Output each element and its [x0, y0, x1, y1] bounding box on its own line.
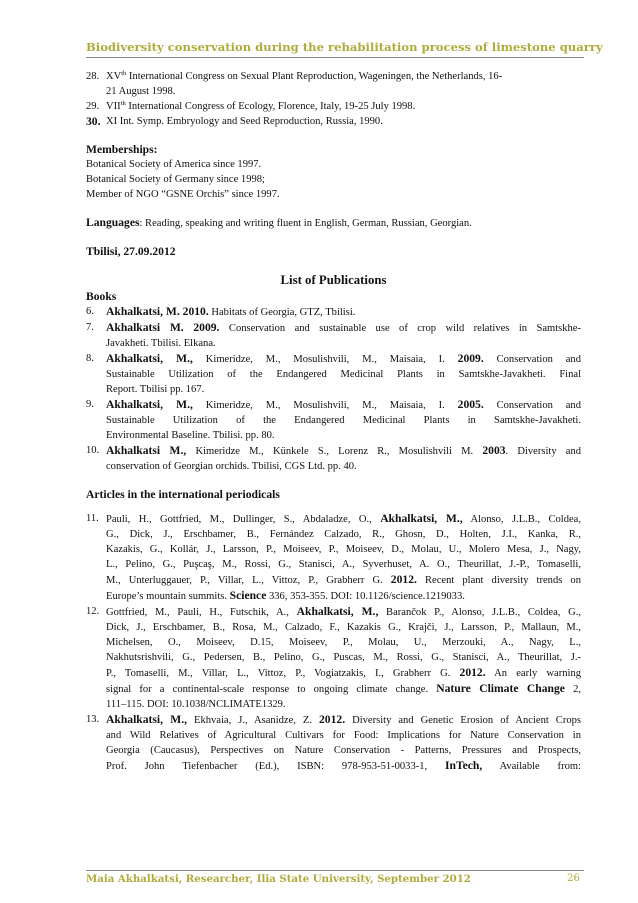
membership-line: Botanical Society of Germany since 1998;	[86, 174, 265, 185]
article-item: 11. Pauli, H., Gottfried, M., Dullinger, S., Abdaladze, O., Akhalkatsi, M., Alonso, J.L.B., Coldea, G., Dick, J., Erschbamer, B., Fernández Calzado, R., Ghosn, D., Holten, J.I., Kanka, R., Kazakis, G., Kollár, J., Larsson, P., Moiseev, P., Moiseev, D., Molau, U., Molero Mesa, J., Nagy, L., Pelino, G., Puşcaş, M., Rossi, G., Stanisci, A., Syverhuset, A. O., Theurillat, J.-P., Tomaselli, M., Unterluggauer, P., Villar, L., Vittoz, P., Grabherr G. 2012. Recent plant diversity trends on Europe’s mountain summits. Science 336, 353-355. DOI: 10.1126/science.1219033.	[86, 512, 581, 602]
page-number: 26	[567, 873, 580, 884]
footer-text: Maia Akhalkatsi, Researcher, Ilia State University, September 2012	[86, 873, 471, 885]
membership-line: Member of NGO “GSNE Orchis” since 1997.	[86, 189, 280, 200]
book-item: 9. Akhalkatsi, M., Kimeridze, M., Mosulishvili, M., Maisaia, I. 2005. Conservation and Sustainable Utilization of the Endangered Medicinal Plants in Samtskhe-Javakheti. Environmental Baseline. Tbilisi. pp. 80.	[86, 398, 581, 441]
conference-item: 30. XI Int. Symp. Embryology and Seed Reproduction, Russia, 1990.	[86, 115, 383, 128]
book-item: 10. Akhalkatsi M., Kimeridze M., Künkele S., Lorenz R., Mosulishvili M. 2003. Diversity and conservation of Georgian orchids. Tbilisi, CGS Ltd. pp. 40.	[86, 444, 581, 472]
articles-heading: Articles in the international periodicals	[86, 488, 280, 501]
book-item: 7. Akhalkatsi M. 2009. Conservation and sustainable use of crop wild relatives in Samtskhe- Javakheti. Tbilisi. Elkana.	[86, 321, 581, 349]
conference-item: 29. VIIth International Congress of Ecology, Florence, Italy, 19-25 July 1998.	[86, 100, 416, 112]
membership-line: Botanical Society of America since 1997.	[86, 159, 262, 170]
running-header: Biodiversity conservation during the rehabilitation process of limestone quarry	[86, 40, 603, 54]
book-item: 8. Akhalkatsi, M., Kimeridze, M., Mosulishvili, M., Maisaia, I. 2009. Conservation and Sustainable Utilization of the Endangered Medicinal Plants in Samtskhe-Javakheti. Final Report. Tbilisi pp. 167.	[86, 352, 581, 395]
article-item: 12. Gottfried, M., Pauli, H., Futschik, A., Akhalkatsi, M., Barančok P., Alonso, J.L.B., Coldea, G., Dick, J., Erschbamer, B., Rosa, M., Calzado, F., Kazakis G., Krajči, J., Larsson, P., Mallaun, M., Michelsen, O., Moiseev, D.15, Moiseev, P., Molau, U., Merzouki, A., Nagy, L., Nakhutsrishvili, G., Pedersen, B., Pelino, G., Puscas, M., Rossi, G., Stanisci, A., Theurillat, J.- P., Tomaselli, M., Villar, L., Vittoz, P., Vogiatzakis, I., Grabherr G. 2012. An early warning signal for a continental-scale response to ongoing climate change. Nature Climate Change 2, 111–115. DOI: 10.1038/NCLIMATE1329.	[86, 605, 581, 710]
page-content	[86, 69, 581, 774]
memberships-heading: Memberships:	[86, 143, 158, 156]
books-heading: Books	[86, 290, 117, 303]
signature-date: Tbilisi, 27.09.2012	[86, 245, 176, 258]
book-item: 6. Akhalkatsi, M. 2010. Habitats of Georgia, GTZ, Tbilisi.	[86, 305, 356, 318]
footer-rule	[86, 870, 584, 871]
conference-item: 28. XVth International Congress on Sexual Plant Reproduction, Wageningen, the Netherlands, 16- 21 August 1998.	[86, 70, 503, 97]
list-of-publications-title: List of Publications	[280, 273, 387, 287]
languages-line: Languages: Reading, speaking and writing fluent in English, German, Russian, Georgian.	[86, 216, 472, 229]
running-footer	[86, 873, 584, 885]
header-rule	[86, 57, 584, 58]
article-item: 13. Akhalkatsi, M., Ekhvaia, J., Asanidze, Z. 2012. Diversity and Genetic Erosion of Ancient Crops and Wild Relatives of Agricultural Cultivars for Food: Implications for Nature Conservation in Georgia (Caucasus), Perspectives on Nature Conservation - Patterns, Pressures and Prospects, Prof. John Tiefenbacher (Ed.), ISBN: 978-953-51-0033-1, InTech, Available from:	[86, 713, 581, 772]
